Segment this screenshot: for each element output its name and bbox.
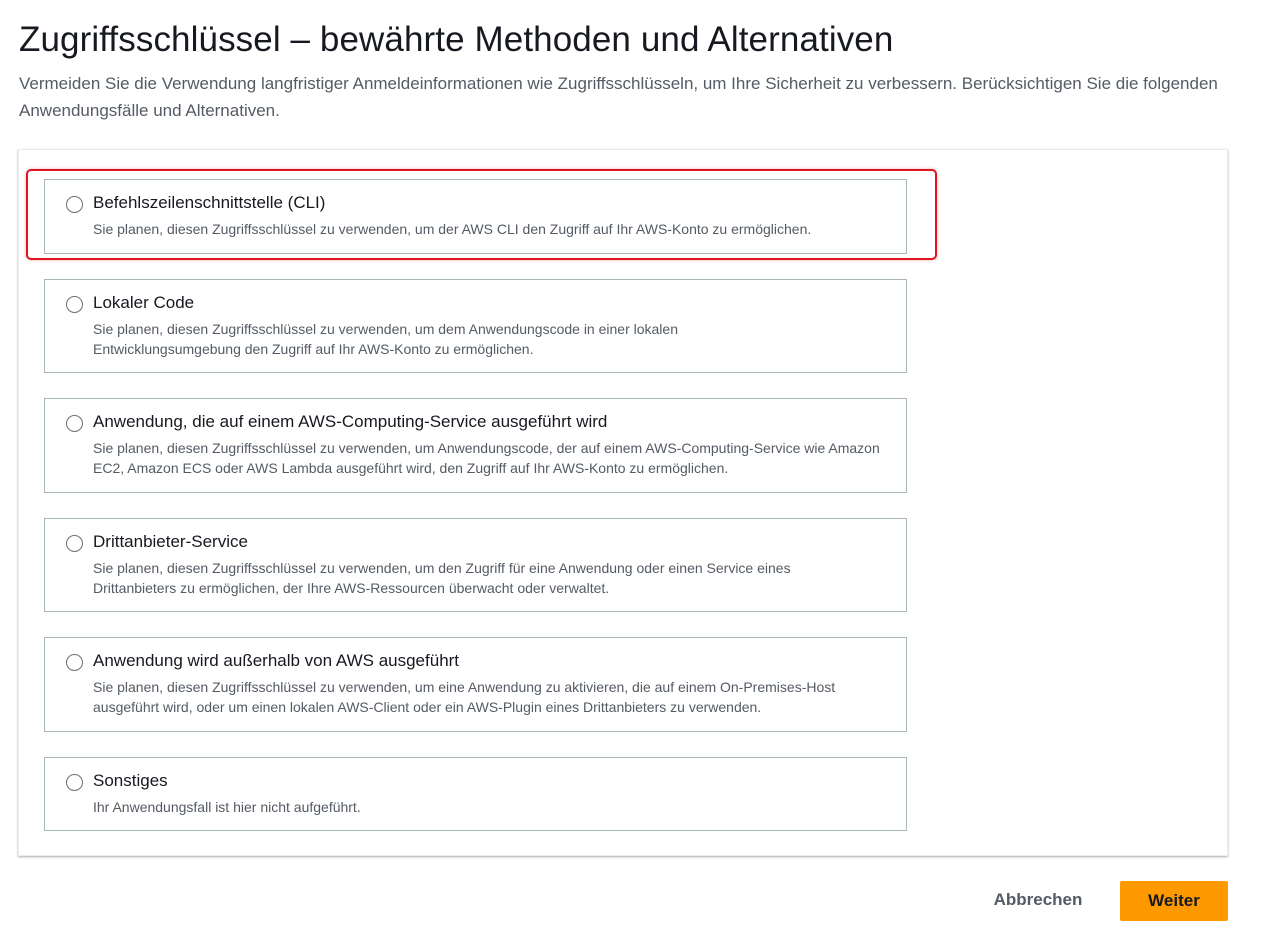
option-outside-aws[interactable] [44,637,907,732]
option-label: Lokaler Code [93,293,195,312]
option-label: Sonstiges [93,771,168,790]
radio-button[interactable] [66,296,83,313]
option-aws-compute-service[interactable] [44,398,907,493]
option-cli[interactable] [44,179,907,254]
option-description: Ihr Anwendungsfall ist hier nicht aufgeführt. [93,799,361,815]
option-description: Sie planen, diesen Zugriffsschlüssel zu verwenden, um der AWS CLI den Zugriff auf Ihr AWS-Konto zu ermöglichen. [93,221,812,237]
option-label: Anwendung, die auf einem AWS-Computing-Service ausgeführt wird [93,412,608,431]
option-label: Befehlszeilenschnittstelle (CLI) [93,193,326,212]
radio-button[interactable] [66,196,83,213]
option-description: Sie planen, diesen Zugriffsschlüssel zu verwenden, um dem Anwendungscode in einer lokalen Entwicklungsumgebung den Zugriff auf Ihr AWS-Konto zu ermöglichen. [93,321,678,357]
page-description: Vermeiden Sie die Verwendung langfristiger Anmeldeinformationen wie Zugriffsschlüsseln, um Ihre Sicherheit zu verbessern. Berücksichtigen Sie die folgenden Anwendungsfälle und Alternativen. [19,74,1218,120]
option-other[interactable] [44,757,907,831]
radio-button[interactable] [66,654,83,671]
cancel-button[interactable]: Abbrechen [984,880,1092,920]
option-local-code[interactable] [44,279,907,373]
page-title: Zugriffsschlüssel – bewährte Methoden und Alternativen [19,20,894,59]
option-description: Sie planen, diesen Zugriffsschlüssel zu verwenden, um eine Anwendung zu aktivieren, die auf einem On-Premises-Host ausgeführt wird, oder um einen lokalen AWS-Client oder ein AWS-Plugin eines Drittanbieters zu verwenden. [93,679,836,715]
options-panel [18,149,1228,856]
option-description: Sie planen, diesen Zugriffsschlüssel zu verwenden, um den Zugriff für eine Anwendung oder einen Service eines Drittanbieters zu ermöglichen, der Ihre AWS-Ressourcen überwacht oder verwaltet. [93,560,791,596]
option-label: Anwendung wird außerhalb von AWS ausgeführt [93,651,460,670]
option-label: Drittanbieter-Service [93,532,248,551]
radio-button[interactable] [66,415,83,432]
option-description: Sie planen, diesen Zugriffsschlüssel zu verwenden, um Anwendungscode, der auf einem AWS-Computing-Service wie Amazon EC2, Amazon ECS oder AWS Lambda ausgeführt wird, den Zugriff auf Ihr AWS-Konto zu ermöglichen. [93,440,880,476]
option-third-party-service[interactable] [44,518,907,612]
radio-button[interactable] [66,774,83,791]
next-button[interactable]: Weiter [1120,881,1228,921]
radio-button[interactable] [66,535,83,552]
